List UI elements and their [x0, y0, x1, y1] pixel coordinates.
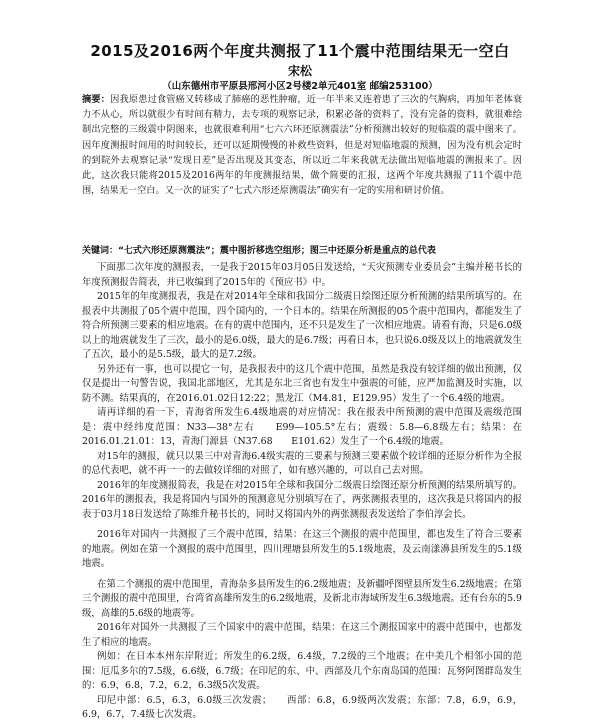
keywords: 关键词：“七式六形还原测震法”；震中图折移选空组形；图三中还原分析是重点的总代表 — [82, 246, 436, 256]
article-title: 2015及2016两个年度共测报了11个震中范围结果无一空白 — [90, 42, 510, 60]
paragraph: 请再详细的看一下，青海省所发生6.4级地震的对应情况：我在报表中所预测的震中范围及震级范围是：震中经纬度范围：N33—38°左右 E99—105.5°左右；震级：5.8—6.8级左右；结果：在2016.01.21.01：13，青海门源县（N37.68 E101.62）发生了一个6.4级的地震。 — [82, 407, 522, 447]
abstract-label: 摘要： — [82, 94, 111, 105]
paragraph: 对15年的测报，就只以果三中对青海6.4级实震的三要素与预测三要素做个较详细的还原分析作为全报的总代表吧，就不再一一的去做较详细的对照了，如有感兴趣的，可以自己去对照。 — [82, 450, 522, 476]
article-body — [82, 261, 522, 723]
paragraph: 2016年对国内一共测报了三个震中范围，结果：在这三个测报的震中范围里，都也发生了符合三要素的地震。例如在第一个测报的震中范围里，四川理塘县所发生的5.1级地震，及云南漾濞县所发生的5.1级地震。 — [82, 529, 522, 569]
paragraph: 例如：在日本本州东岸附近；所发生的6.2级，6.4级，7.2级的三个地震；在中美几个相邻小国的范围：厄瓜多尔的7.5级，6.6级，6.7级；在印尼的东、中、西部及几个东南岛国的范围：瓦努阿图群岛发生的：6.9，6.8，7.2，6.2，6.3级5次发震。 — [82, 651, 522, 691]
paragraph: 印尼中部：6.5，6.3，6.0级三次发震； 西部：6.8，6.9级两次发震；东部：7.8，6.9，6.9，6.9，6.7，7.4级七次发震。 — [82, 694, 522, 720]
author-address: （山东德州市平原县邢河小区2号楼2单元401室 邮编253100） — [162, 81, 438, 92]
paragraph: 下面那二次年度的测报表，一是我于2015年03月05日发送给，“天灾预测专业委员会”主编并秘书长的年度预测报告简表，并已收编到了2015年的《预应书》中。 — [82, 262, 522, 288]
paragraph: 2015年的年度测报表，我是在对2014年全球和我国分二级震日绘图还原分析预测的结果所填写的。在报表中共测报了05个震中范围，四个国内的，一个日本的。结果在所测报的05个震中范围内，都能发生了符合所预测三要素的相应地震。在有的震中范围内，还不只是发生了一次相应地震。请看有海，只是6.0级以上的地震就发生了三次，最小的是6.0级，最大的是6.7级；再看日本，也只说6.0级及以上的地震就发生了五次，最小的是5.5级，最大的是7.2级。 — [82, 291, 522, 360]
paragraph: 2016年对国外一共测报了三个国家中的震中范围，结果：在这三个测报国家中的震中范围中，也都发生了相应的地震。 — [82, 622, 522, 648]
paragraph: 在第二个测报的震中范围里，青海杂多县所发生的6.2级地震；及新疆呼图壁县所发生6.2级地震；在第三个测报的震中范围里，台湾省高雄所发生的6.2级地震，及新北市海域所发生6.3级地震。还有台东的5.9级，高雄的5.6级的地震等。 — [82, 578, 522, 619]
abstract-text: 因我原患过食管癌又转移成了肺癌的恶性肿瘤，近一年半来又连着患了三次的气胸病，再加年老体衰力不从心，所以就很少有时间有精力，去专项的观察记录，积累必备的资料了，没有完备的资料，就很难绘制出完整的三级震中阴图来，也就很难利用“七六六环还原测震法”分析预测出较好的短临震的震中图来了。因年度测报时间用的时间较长，还可以延期慢慢的补救些资料，但是对短临地震的预测，因为没有机会定时的到院外去观察记录“发现日差”是否出现及其变态，所以近二年来我就无法做出短临地震的测报来了。因此，这次我只能将2015及2016两年的年度测报结果，做个简要的汇报，这两个年度共测报了11个震中范围，结果无一空白。又一次的证实了“七式六形还原测震法”确实有一定的实用和研讨价值。 — [82, 94, 523, 197]
author-name: 宋松 — [287, 64, 312, 78]
paragraph: 另外还有一事，也可以提它一句，是我报表中的这几个震中范围，虽然是我没有较详细的做出预测，仅仅是提出一句警告说，我国北部地区，尤其是东北三省也有发生中强震的可能，应严加监测及时实施，以防不测。结果真的，在2016.01.02日12:22；黑龙江（M4.81，E129.95）发生了一个6.4级的地震。 — [82, 363, 522, 404]
abstract — [82, 92, 522, 198]
paragraph: 2016年的年度测报简表，我是在对2015年全球和我国分二级震日绘图还原分析预测的结果所填写的。2016年的测报表，我是将国内与国外的预测意见分别填写在了，两张测报表里的，这次我是只将国内的报表于03月18日发送给了陈维升秘书长的，同时又将国内外的两张测报表发送给了李伯淳会长。 — [82, 479, 522, 520]
